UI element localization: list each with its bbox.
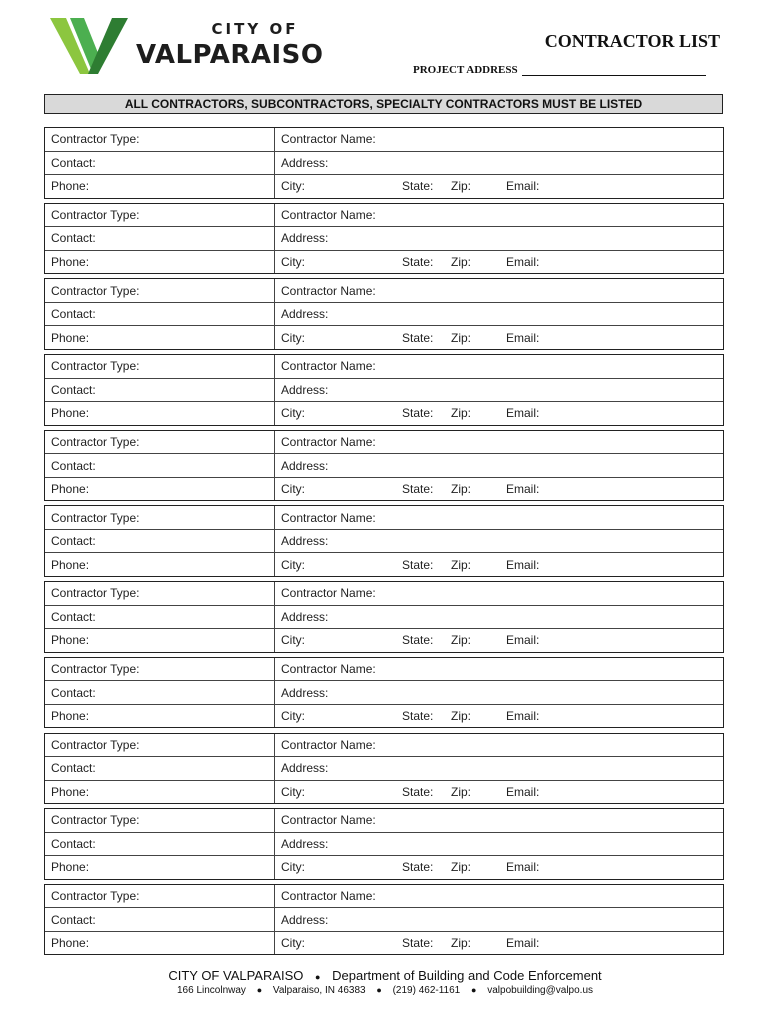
email-label: Email: <box>506 784 540 799</box>
contractor-row-2 <box>45 908 723 932</box>
email-label: Email: <box>506 860 540 875</box>
contractor-row-2 <box>45 681 723 705</box>
email-label: Email: <box>506 254 540 269</box>
contractor-type-label: Contractor Type: <box>51 586 140 601</box>
footer-org: CITY OF VALPARAISO <box>168 968 304 983</box>
footer-line-2 <box>0 985 770 996</box>
contractor-type-label: Contractor Type: <box>51 283 140 298</box>
phone-field[interactable] <box>45 175 275 198</box>
phone-field[interactable] <box>45 402 275 425</box>
contractor-block <box>44 278 724 350</box>
address-label: Address: <box>281 382 329 397</box>
contractor-row-1 <box>45 582 723 606</box>
contractor-name-label: Contractor Name: <box>281 132 376 147</box>
bullet-icon: ● <box>315 971 321 982</box>
contractor-name-label: Contractor Name: <box>281 737 376 752</box>
contractor-row-1 <box>45 204 723 228</box>
city-state-zip-email-field[interactable] <box>275 478 723 501</box>
contractor-row-2 <box>45 530 723 554</box>
contractor-block <box>44 657 724 729</box>
contact-label: Contact: <box>51 761 96 776</box>
contractor-name-label: Contractor Name: <box>281 813 376 828</box>
city-state-zip-email-field[interactable] <box>275 781 723 804</box>
city-state-zip-email-field[interactable] <box>275 856 723 879</box>
contractor-type-label: Contractor Type: <box>51 662 140 677</box>
email-label: Email: <box>506 557 540 572</box>
city-label: City: <box>281 482 305 496</box>
contact-label: Contact: <box>51 912 96 927</box>
contractor-block <box>44 430 724 502</box>
zip-label: Zip: <box>451 482 472 496</box>
contractor-name-field[interactable] <box>275 734 723 757</box>
zip-label: Zip: <box>451 557 472 572</box>
footer-phone: (219) 462-1161 <box>392 985 461 996</box>
contractor-name-label: Contractor Name: <box>281 586 376 601</box>
state-label: State: <box>402 179 434 194</box>
phone-field[interactable] <box>45 705 275 728</box>
contact-label: Contact: <box>51 685 96 700</box>
address-field[interactable] <box>275 833 723 856</box>
zip-label: Zip: <box>451 784 472 799</box>
city-label: City: <box>281 179 305 194</box>
phone-label: Phone: <box>51 860 90 875</box>
state-label: State: <box>402 936 434 951</box>
logo-text-city-of: CITY OF <box>211 20 299 38</box>
contractor-row-2 <box>45 227 723 251</box>
address-label: Address: <box>281 836 329 851</box>
contractor-type-label: Contractor Type: <box>51 359 140 374</box>
email-label: Email: <box>506 406 540 421</box>
phone-label: Phone: <box>51 406 90 421</box>
city-label: City: <box>281 936 305 951</box>
contractor-row-1 <box>45 431 723 455</box>
phone-field[interactable] <box>45 326 275 349</box>
contractor-row-3 <box>45 629 723 652</box>
city-state-zip-email-field[interactable] <box>275 402 723 425</box>
contractor-type-field[interactable] <box>45 658 275 681</box>
phone-label: Phone: <box>51 784 90 799</box>
contractor-name-label: Contractor Name: <box>281 662 376 677</box>
city-state-zip-email-field[interactable] <box>275 553 723 576</box>
instructions-banner: ALL CONTRACTORS, SUBCONTRACTORS, SPECIALTY CONTRACTORS MUST BE LISTED <box>44 94 723 114</box>
contractor-block <box>44 505 724 577</box>
contractor-type-field[interactable] <box>45 506 275 529</box>
footer-email: valpobuilding@valpo.us <box>487 985 594 996</box>
address-field[interactable] <box>275 757 723 780</box>
bullet-icon: ● <box>376 985 382 996</box>
address-label: Address: <box>281 231 329 246</box>
contact-field[interactable] <box>45 833 275 856</box>
footer <box>0 968 770 996</box>
contractor-block <box>44 733 724 805</box>
contact-label: Contact: <box>51 609 96 624</box>
state-label: State: <box>402 633 434 648</box>
contractor-type-label: Contractor Type: <box>51 132 140 147</box>
contractor-row-2 <box>45 606 723 630</box>
contact-label: Contact: <box>51 155 96 170</box>
document-title: CONTRACTOR LIST <box>544 31 720 51</box>
address-label: Address: <box>281 307 329 322</box>
footer-line-1 <box>0 968 770 983</box>
contractor-name-field[interactable] <box>275 431 723 454</box>
email-label: Email: <box>506 633 540 648</box>
contact-field[interactable] <box>45 530 275 553</box>
contact-field[interactable] <box>45 152 275 175</box>
contractor-type-field[interactable] <box>45 734 275 757</box>
contractor-block <box>44 203 724 275</box>
email-label: Email: <box>506 936 540 951</box>
email-label: Email: <box>506 709 540 724</box>
contractor-type-label: Contractor Type: <box>51 510 140 525</box>
state-label: State: <box>402 709 434 724</box>
city-label: City: <box>281 860 305 875</box>
contact-label: Contact: <box>51 458 96 473</box>
contractor-row-2 <box>45 152 723 176</box>
phone-label: Phone: <box>51 633 90 648</box>
contractor-row-2 <box>45 379 723 403</box>
contractor-name-label: Contractor Name: <box>281 359 376 374</box>
contact-label: Contact: <box>51 382 96 397</box>
bullet-icon: ● <box>471 985 477 996</box>
contractor-type-field[interactable] <box>45 204 275 227</box>
contractor-row-1 <box>45 658 723 682</box>
contractor-block <box>44 581 724 653</box>
phone-field[interactable] <box>45 251 275 274</box>
contractor-type-field[interactable] <box>45 128 275 151</box>
valparaiso-v-mark-icon <box>50 16 132 78</box>
contractor-name-field[interactable] <box>275 506 723 529</box>
zip-label: Zip: <box>451 254 472 269</box>
contractor-row-1 <box>45 355 723 379</box>
contact-field[interactable] <box>45 303 275 326</box>
contact-field[interactable] <box>45 908 275 931</box>
logo-text-valparaiso: VALPARAISO <box>136 40 324 70</box>
address-label: Address: <box>281 685 329 700</box>
project-address-row <box>413 64 706 76</box>
contractor-block <box>44 884 724 956</box>
state-label: State: <box>402 406 434 421</box>
state-label: State: <box>402 330 434 345</box>
address-field[interactable] <box>275 606 723 629</box>
contractor-type-field[interactable] <box>45 431 275 454</box>
footer-city: Valparaiso, IN 46383 <box>272 985 366 996</box>
project-address-label: PROJECT ADDRESS <box>413 64 518 76</box>
contractor-type-label: Contractor Type: <box>51 207 140 222</box>
contractor-name-label: Contractor Name: <box>281 283 376 298</box>
phone-label: Phone: <box>51 330 90 345</box>
contractor-row-1 <box>45 506 723 530</box>
contractor-row-2 <box>45 303 723 327</box>
contractor-row-3 <box>45 478 723 501</box>
phone-label: Phone: <box>51 936 90 951</box>
city-state-zip-email-field[interactable] <box>275 932 723 955</box>
contractor-block <box>44 127 724 199</box>
contact-label: Contact: <box>51 836 96 851</box>
address-label: Address: <box>281 458 329 473</box>
contact-field[interactable] <box>45 379 275 402</box>
contractor-name-field[interactable] <box>275 279 723 302</box>
contractor-row-3 <box>45 251 723 274</box>
zip-label: Zip: <box>451 179 472 194</box>
contractor-type-field[interactable] <box>45 582 275 605</box>
contractor-type-label: Contractor Type: <box>51 737 140 752</box>
phone-field[interactable] <box>45 856 275 879</box>
contractor-type-field[interactable] <box>45 355 275 378</box>
zip-label: Zip: <box>451 633 472 648</box>
city-label: City: <box>281 784 305 799</box>
contact-label: Contact: <box>51 534 96 549</box>
contractor-type-field[interactable] <box>45 885 275 908</box>
contractor-name-field[interactable] <box>275 355 723 378</box>
bullet-icon: ● <box>256 985 263 996</box>
contractor-row-3 <box>45 932 723 955</box>
contractor-type-field[interactable] <box>45 279 275 302</box>
zip-label: Zip: <box>451 709 472 724</box>
city-label: City: <box>281 633 305 648</box>
address-field[interactable] <box>275 379 723 402</box>
contact-field[interactable] <box>45 606 275 629</box>
city-label: City: <box>281 406 305 421</box>
address-field[interactable] <box>275 908 723 931</box>
phone-field[interactable] <box>45 932 275 955</box>
contractor-name-label: Contractor Name: <box>281 435 376 449</box>
city-state-zip-email-field[interactable] <box>275 251 723 274</box>
contractor-name-field[interactable] <box>275 204 723 227</box>
phone-label: Phone: <box>51 709 90 724</box>
contractor-name-field[interactable] <box>275 128 723 151</box>
phone-label: Phone: <box>51 254 90 269</box>
contractor-row-2 <box>45 833 723 857</box>
phone-field[interactable] <box>45 553 275 576</box>
address-label: Address: <box>281 155 329 170</box>
contact-field[interactable] <box>45 454 275 477</box>
address-field[interactable] <box>275 530 723 553</box>
city-label: City: <box>281 557 305 572</box>
address-label: Address: <box>281 609 329 624</box>
state-label: State: <box>402 254 434 269</box>
phone-label: Phone: <box>51 179 90 194</box>
email-label: Email: <box>506 330 540 345</box>
contact-label: Contact: <box>51 307 96 322</box>
city-label: City: <box>281 330 305 345</box>
city-state-zip-email-field[interactable] <box>275 629 723 652</box>
city-state-zip-email-field[interactable] <box>275 705 723 728</box>
contractor-row-3 <box>45 402 723 425</box>
contact-field[interactable] <box>45 681 275 704</box>
contact-label: Contact: <box>51 231 96 246</box>
address-label: Address: <box>281 912 329 927</box>
phone-label: Phone: <box>51 557 90 572</box>
state-label: State: <box>402 482 434 496</box>
phone-field[interactable] <box>45 478 275 501</box>
email-label: Email: <box>506 179 540 194</box>
city-state-zip-email-field[interactable] <box>275 326 723 349</box>
state-label: State: <box>402 860 434 875</box>
zip-label: Zip: <box>451 936 472 951</box>
contractor-name-field[interactable] <box>275 885 723 908</box>
contractor-row-3 <box>45 175 723 198</box>
address-field[interactable] <box>275 681 723 704</box>
contractor-row-1 <box>45 279 723 303</box>
state-label: State: <box>402 557 434 572</box>
contractor-name-label: Contractor Name: <box>281 889 376 904</box>
contractor-name-label: Contractor Name: <box>281 207 376 222</box>
contractor-type-field[interactable] <box>45 809 275 832</box>
contractor-row-2 <box>45 454 723 478</box>
contractor-row-2 <box>45 757 723 781</box>
city-state-zip-email-field[interactable] <box>275 175 723 198</box>
contractor-row-3 <box>45 553 723 576</box>
contractor-block <box>44 808 724 880</box>
phone-label: Phone: <box>51 482 90 496</box>
contractor-row-1 <box>45 809 723 833</box>
contractor-type-label: Contractor Type: <box>51 889 140 904</box>
address-field[interactable] <box>275 227 723 250</box>
address-field[interactable] <box>275 303 723 326</box>
state-label: State: <box>402 784 434 799</box>
contractor-type-label: Contractor Type: <box>51 435 140 449</box>
email-label: Email: <box>506 482 540 496</box>
zip-label: Zip: <box>451 406 472 421</box>
footer-street: 166 Lincolnway <box>176 985 246 996</box>
contractor-name-field[interactable] <box>275 658 723 681</box>
footer-dept: Department of Building and Code Enforcement <box>332 968 602 983</box>
contractor-name-field[interactable] <box>275 582 723 605</box>
contractor-row-1 <box>45 734 723 758</box>
phone-field[interactable] <box>45 629 275 652</box>
contractor-row-1 <box>45 885 723 909</box>
address-label: Address: <box>281 534 329 549</box>
city-logo <box>50 16 324 78</box>
contractor-block <box>44 354 724 426</box>
address-field[interactable] <box>275 454 723 477</box>
contractor-row-3 <box>45 326 723 349</box>
address-label: Address: <box>281 761 329 776</box>
contractor-row-3 <box>45 856 723 879</box>
zip-label: Zip: <box>451 860 472 875</box>
contractor-row-1 <box>45 128 723 152</box>
contractor-name-label: Contractor Name: <box>281 510 376 525</box>
city-label: City: <box>281 709 305 724</box>
phone-field[interactable] <box>45 781 275 804</box>
contact-field[interactable] <box>45 227 275 250</box>
contractor-name-field[interactable] <box>275 809 723 832</box>
contractor-blocks <box>44 127 724 960</box>
contact-field[interactable] <box>45 757 275 780</box>
city-label: City: <box>281 254 305 269</box>
address-field[interactable] <box>275 152 723 175</box>
contractor-row-3 <box>45 705 723 728</box>
contractor-type-label: Contractor Type: <box>51 813 140 828</box>
project-address-field[interactable] <box>522 65 706 76</box>
zip-label: Zip: <box>451 330 472 345</box>
contractor-row-3 <box>45 781 723 804</box>
